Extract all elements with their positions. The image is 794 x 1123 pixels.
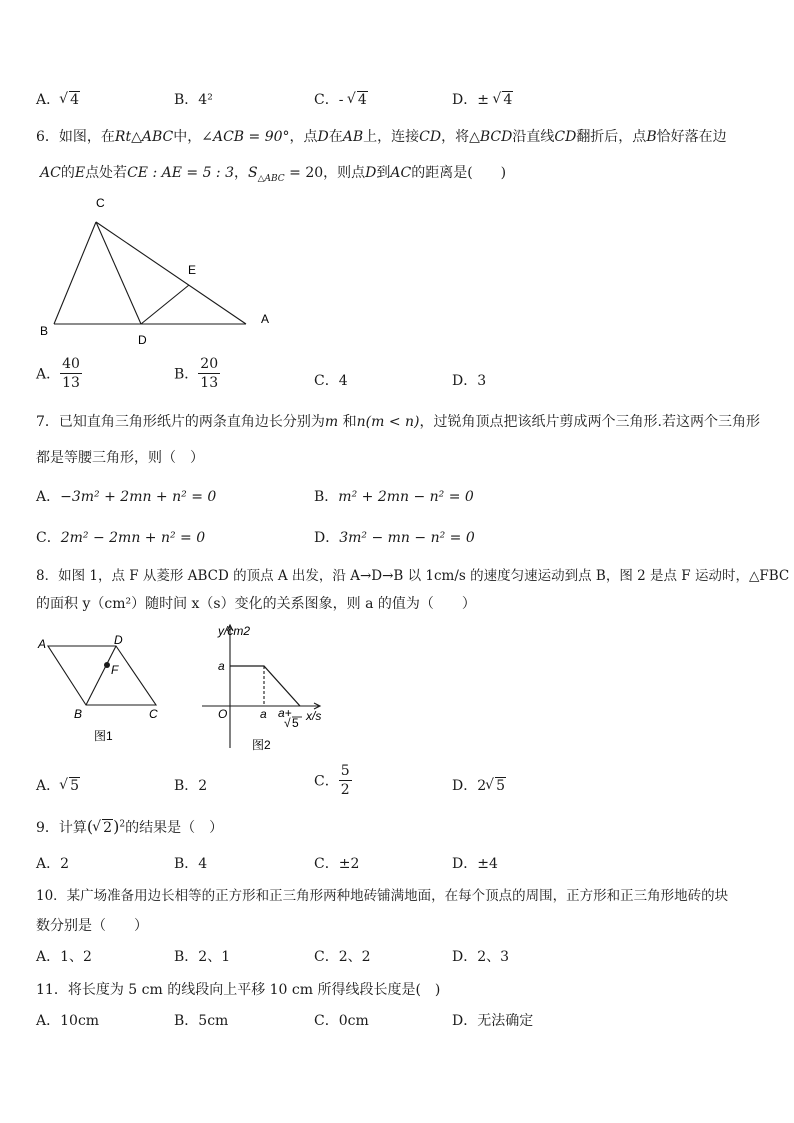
figure2-caption: 图2 [252,738,271,752]
q9-option-a[interactable] [36,853,69,873]
figure1-caption: 图1 [94,729,113,743]
graph-line [230,666,300,706]
q11-option-b-text: 5cm [198,1013,229,1029]
q10-option-b[interactable] [174,946,230,966]
fraction: $\frac{20}{13}$ [200,356,219,391]
q7-option-d-text: 3m² − mn − n² = 0 [339,530,475,546]
q9-option-a-label: A． [36,856,61,872]
q7-option-d[interactable] [314,527,475,547]
q11-stem: 11．将长度为 5 cm 的线段向上平移 10 cm 所得线段长度是( ) [36,982,441,998]
label-a-y: a [218,659,225,673]
q8-option-c-label: C． [314,773,339,790]
segment-cb [54,222,96,324]
q8-option-d[interactable] [452,775,506,795]
q8-rhombus-figure [36,628,176,750]
q9-option-d-label: D． [452,856,478,872]
q6-option-c-label: C． [314,373,339,389]
sqrt-symbol: √ 4 [493,92,513,108]
q10-option-a-label: A． [36,949,61,965]
label-sqrt5: 5 [292,716,299,730]
q8-option-c[interactable] [314,763,352,798]
q7-option-b-text: m² + 2mn − n² = 0 [338,489,474,505]
label-b: B [74,707,83,721]
q11-option-c-text: 0cm [338,1013,369,1029]
q9-option-d-text: ±4 [477,856,498,872]
q9-option-c-label: C． [314,856,339,872]
q8-option-d-label: D． [452,778,478,794]
label-a-plus: a+ [278,706,292,720]
q7-option-d-label: D． [314,530,340,546]
point-f [104,662,110,668]
q6-option-d-text: 3 [477,373,487,389]
x-axis-label: x/s [306,709,322,723]
label-a-x: a [260,707,267,721]
fraction: $\frac{5}{2}$ [340,763,350,798]
q7-option-b[interactable] [314,486,474,506]
q7-stem-line1: 7．已知直角三角形纸片的两条直角边长分别为m 和n(m < n)，过锐角顶点把该纸片剪成两个三角形.若这两个三角形 [36,414,760,430]
q7-option-c[interactable] [36,527,205,547]
q11-option-a-label: A． [36,1013,61,1029]
q5-option-d-prefix: ± [477,92,494,108]
q6-option-b-label: B． [174,366,199,383]
q7-option-c-label: C． [36,530,61,546]
sqrt-symbol: √ [284,716,291,730]
q5-option-a-label: A． [36,92,61,108]
q10-stem-line2: 数分别是（ ） [36,918,148,934]
origin-label: O [218,707,228,721]
q8-option-a[interactable] [36,775,80,795]
q11-option-b-label: B． [174,1013,199,1029]
q5-option-a[interactable] [36,89,80,109]
q5-option-c-prefix: - [338,92,348,108]
q10-option-a-text: 1、2 [60,949,92,965]
q10-option-a[interactable] [36,946,92,966]
q9-option-a-text: 2 [60,856,70,872]
rhombus-abcd [48,646,156,705]
label-c: C [149,707,158,721]
q10-option-b-text: 2、1 [198,949,231,965]
q9-option-b[interactable] [174,853,207,873]
q11-option-d-text: 无法确定 [477,1013,534,1029]
q8-option-b[interactable] [174,775,207,795]
q7-option-c-text: 2m² − 2mn + n² = 0 [60,530,206,546]
q11-option-a[interactable] [36,1010,99,1030]
q8-option-b-label: B． [174,778,199,794]
q9-option-c-text: ±2 [338,856,360,872]
q6-option-c-text: 4 [338,373,348,389]
q10-option-d[interactable] [452,946,509,966]
fraction: $\frac{40}{13}$ [62,356,80,391]
q10-option-d-text: 2、3 [477,949,510,965]
q5-option-b-text: 4² [198,92,213,108]
q11-option-d[interactable] [452,1010,533,1030]
q5-option-b[interactable] [174,89,213,109]
q6-triangle-figure [36,192,286,352]
label-a: A [38,637,47,651]
q9-option-c[interactable] [314,853,359,873]
q7-option-a-label: A． [36,489,61,505]
sqrt-symbol: √ 4 [348,92,368,108]
q9-stem: 9．计算(√ 2)$^2$的结果是（ ） [36,817,223,837]
q6-stem-line2: AC的E点处若CE : AE = 5 : 3，$S_{\triangle ABC} = 20$，则点D到AC的距离是( ) [40,165,507,184]
y-axis-label: y/cm2 [218,624,251,638]
q8-option-d-prefix: 2 [477,778,487,794]
segment-de [141,285,189,324]
label-a: A [261,312,270,326]
q9-option-b-text: 4 [198,856,208,872]
label-f: F [111,663,119,677]
q6-stem-line1: 6．如图，在Rt△ABC中，∠ACB = 90°，点D在AB上，连接CD，将△BCD沿直线CD翻折后，点B恰好落在边 [36,129,727,145]
q10-option-c-text: 2、2 [338,949,371,965]
q5-option-c-label: C． [314,92,339,108]
label-d: D [138,333,147,347]
q7-stem-line2: 都是等腰三角形，则（ ） [36,450,204,466]
label-b: B [40,324,49,338]
q5-option-d-label: D． [452,92,478,108]
q9-option-d[interactable] [452,853,498,873]
q9-option-b-label: B． [174,856,199,872]
sqrt-symbol: √ 4 [60,92,80,108]
q11-option-c-label: C． [314,1013,339,1029]
q7-option-a[interactable] [36,486,216,506]
q5-option-b-label: B． [174,92,199,108]
q6-option-a-label: A． [36,366,61,383]
q10-option-b-label: B． [174,949,199,965]
q8-option-a-label: A． [36,778,61,794]
q5-option-c[interactable] [314,89,368,109]
label-e: E [188,263,197,277]
q8-option-b-text: 2 [198,778,208,794]
q10-option-c[interactable] [314,946,371,966]
q8-stem-line2: 的面积 y（cm²）随时间 x（s）变化的关系图象，则 a 的值为（ ） [36,596,476,612]
sqrt-symbol: √ 5 [486,778,506,794]
q10-stem-line1: 10．某广场准备用边长相等的正方形和正三角形两种地砖铺满地面，在每个顶点的周围，正方形和正三角形地砖的块 [36,888,729,904]
q11-option-c[interactable] [314,1010,369,1030]
q8-stem-line1: 8．如图 1，点 F 从菱形 ABCD 的顶点 A 出发，沿 A→D→B 以 1cm/s 的速度匀速运动到点 B，图 2 是点 F 运动时，△FBC [36,568,790,584]
sqrt-symbol: √ 5 [60,778,80,794]
q6-option-a[interactable] [36,356,82,391]
q11-option-a-text: 10cm [60,1013,100,1029]
label-d: D [114,633,123,647]
q10-option-c-label: C． [314,949,339,965]
q6-option-d-label: D． [452,373,478,389]
q6-option-b[interactable] [174,356,220,391]
q10-option-d-label: D． [452,949,478,965]
q11-option-d-label: D． [452,1013,478,1029]
q7-option-a-text: −3m² + 2mn + n² = 0 [60,489,217,505]
q8-graph-figure [196,620,336,756]
q6-option-d[interactable] [452,370,486,390]
q5-option-d[interactable] [452,89,513,109]
q11-option-b[interactable] [174,1010,228,1030]
q6-option-c[interactable] [314,370,348,390]
q7-option-b-label: B． [314,489,339,505]
sqrt-symbol: √ 2 [93,820,113,836]
label-c: C [96,196,105,210]
